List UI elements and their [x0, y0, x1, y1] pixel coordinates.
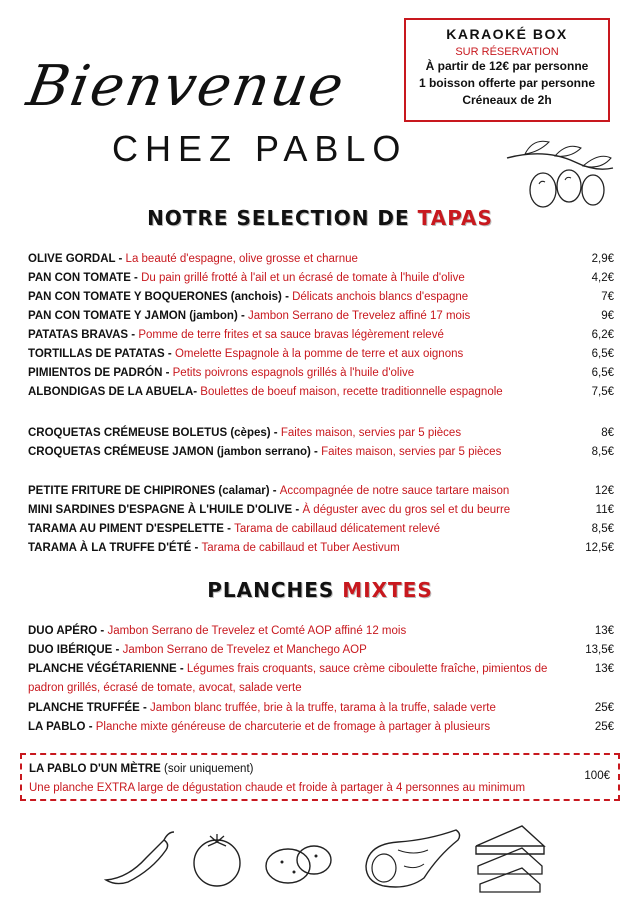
item-description: Légumes frais croquants, sauce crème ciboulette fraîche, pimientos de padron grillés, écrasé de tomate, avocat, salade verte [28, 663, 548, 694]
item-description: Tarama de cabillaud et Tuber Aestivum [201, 542, 400, 554]
planches-section-title [0, 578, 640, 602]
tomato-icon [186, 828, 248, 890]
menu-item [28, 482, 614, 501]
special-name: LA PABLO D'UN MÈTRE [29, 763, 164, 775]
item-price: 11€ [595, 504, 614, 516]
item-name: PLANCHE VÉGÉTARIENNE - [28, 663, 187, 675]
tapas-title-main: NOTRE SELECTION DE [147, 206, 418, 230]
menu-item [28, 622, 614, 641]
cheese-wedges-icon [470, 820, 550, 896]
item-price: 25€ [594, 721, 614, 733]
item-price: 13,5€ [585, 644, 614, 656]
tapas-section-title [0, 206, 640, 230]
item-name: PETITE FRITURE DE CHIPIRONES (calamar) - [28, 485, 280, 497]
menu-item [28, 520, 614, 539]
special-note: (soir uniquement) [163, 763, 254, 775]
item-name: PAN CON TOMATE Y BOQUERONES (anchois) - [28, 291, 293, 303]
menu-item [28, 699, 614, 718]
item-price: 6,2€ [591, 329, 614, 341]
item-description: Faites maison, servies par 5 pièces [280, 427, 462, 439]
karaoke-title: KARAOKÉ BOX [446, 26, 568, 42]
menu-item [28, 424, 614, 443]
item-price: 8€ [601, 427, 614, 439]
item-description: Omelette Espagnole à la pomme de terre et aux oignons [174, 348, 464, 360]
tapas-title-accent: TAPAS [417, 206, 493, 230]
special-description: Une planche EXTRA large de dégustation chaude et froide à partager à 4 personnes au minimum [29, 782, 526, 794]
item-price: 7€ [601, 291, 614, 303]
item-description: Jambon blanc truffée, brie à la truffe, tarama à la truffe, salade verte [150, 702, 496, 714]
item-name: TORTILLAS DE PATATAS - [28, 348, 175, 360]
menu-item [28, 718, 614, 737]
item-name: OLIVE GORDAL - [28, 253, 126, 265]
item-description: La beauté d'espagne, olive grosse et charnue [125, 253, 358, 265]
menu-item [28, 307, 614, 326]
item-price: 8,5€ [591, 523, 614, 535]
potatoes-icon [258, 832, 338, 892]
item-price: 25€ [594, 702, 614, 714]
menu-item [28, 326, 614, 345]
karaoke-subtitle: SUR RÉSERVATION [455, 46, 559, 58]
item-price: 7,5€ [591, 386, 614, 398]
item-name: MINI SARDINES D'ESPAGNE À L'HUILE D'OLIVE - [28, 504, 303, 516]
item-name: PAN CON TOMATE - [28, 272, 142, 284]
item-description: Pomme de terre frites et sa sauce bravas légèrement relevé [138, 329, 444, 341]
planches-title-main: PLANCHES [207, 578, 343, 602]
item-price: 13€ [594, 663, 614, 675]
item-price: 6,5€ [591, 367, 614, 379]
item-price: 8,5€ [591, 446, 614, 458]
item-name: TARAMA AU PIMENT D'ESPELETTE - [28, 523, 235, 535]
item-price: 13€ [594, 625, 614, 637]
item-description: Jambon Serrano de Trevelez et Manchego AOP [122, 644, 367, 656]
item-description: Du pain grillé frotté à l'ail et un écrasé de tomate à l'huile d'olive [141, 272, 465, 284]
item-price: 4,2€ [591, 272, 614, 284]
menu-item [28, 364, 614, 383]
item-name: CROQUETAS CRÉMEUSE BOLETUS (cèpes) - [28, 427, 281, 439]
item-name: DUO APÉRO - [28, 625, 108, 637]
karaoke-box [404, 18, 610, 122]
item-price: 9€ [601, 310, 614, 322]
ham-leg-icon [358, 826, 468, 892]
item-description: Petits poivrons espagnols grillés à l'huile d'olive [172, 367, 415, 379]
item-name: DUO IBÉRIQUE - [28, 644, 123, 656]
item-name: TARAMA À LA TRUFFE D'ÉTÉ - [28, 542, 202, 554]
item-description: Boulettes de boeuf maison, recette traditionnelle espagnole [200, 386, 503, 398]
special-offer-box [20, 753, 620, 801]
welcome-title [22, 18, 358, 130]
item-description: Planche mixte généreuse de charcuterie et de fromage à partager à plusieurs [95, 721, 491, 733]
welcome-title-text: Bienvenue [22, 54, 351, 119]
menu-item [28, 443, 614, 462]
item-description: Jambon Serrano de Trevelez affiné 17 mois [248, 310, 471, 322]
item-description: Tarama de cabillaud délicatement relevé [234, 523, 440, 535]
karaoke-line: 1 boisson offerte par personne [418, 76, 596, 90]
menu-item [28, 641, 614, 660]
item-name: PATATAS BRAVAS - [28, 329, 139, 341]
menu-item [28, 288, 614, 307]
menu-item [28, 269, 614, 288]
chili-pepper-icon [98, 828, 178, 888]
item-price: 6,5€ [591, 348, 614, 360]
menu-item [28, 660, 614, 698]
karaoke-line: À partir de 12€ par personne [425, 59, 589, 73]
item-price: 12,5€ [585, 542, 614, 554]
menu-item [28, 539, 614, 558]
restaurant-name: CHEZ PABLO [112, 128, 408, 169]
item-description: Faites maison, servies par 5 pièces [321, 446, 502, 458]
menu-item [28, 501, 614, 520]
karaoke-line: Créneaux de 2h [462, 93, 552, 107]
item-description: À déguster avec du gros sel et du beurre [302, 504, 511, 516]
menu-item [28, 250, 614, 269]
item-name: LA PABLO - [28, 721, 96, 733]
special-price: 100€ [584, 770, 610, 782]
item-description: Accompagnée de notre sauce tartare maison [279, 485, 510, 497]
item-name: CROQUETAS CRÉMEUSE JAMON (jambon serrano) - [28, 446, 322, 458]
item-price: 2,9€ [591, 253, 614, 265]
item-name: PAN CON TOMATE Y JAMON (jambon) - [28, 310, 248, 322]
item-name: PLANCHE TRUFFÉE - [28, 702, 151, 714]
item-name: ALBONDIGAS DE LA ABUELA- [28, 386, 201, 398]
item-description: Délicats anchois blancs d'espagne [292, 291, 469, 303]
menu-item [28, 383, 614, 402]
item-price: 12€ [594, 485, 614, 497]
item-description: Jambon Serrano de Trevelez et Comté AOP affiné 12 mois [107, 625, 407, 637]
item-name: PIMIENTOS DE PADRÓN - [28, 367, 173, 379]
planches-title-accent: MIXTES [342, 578, 433, 602]
menu-item [28, 345, 614, 364]
